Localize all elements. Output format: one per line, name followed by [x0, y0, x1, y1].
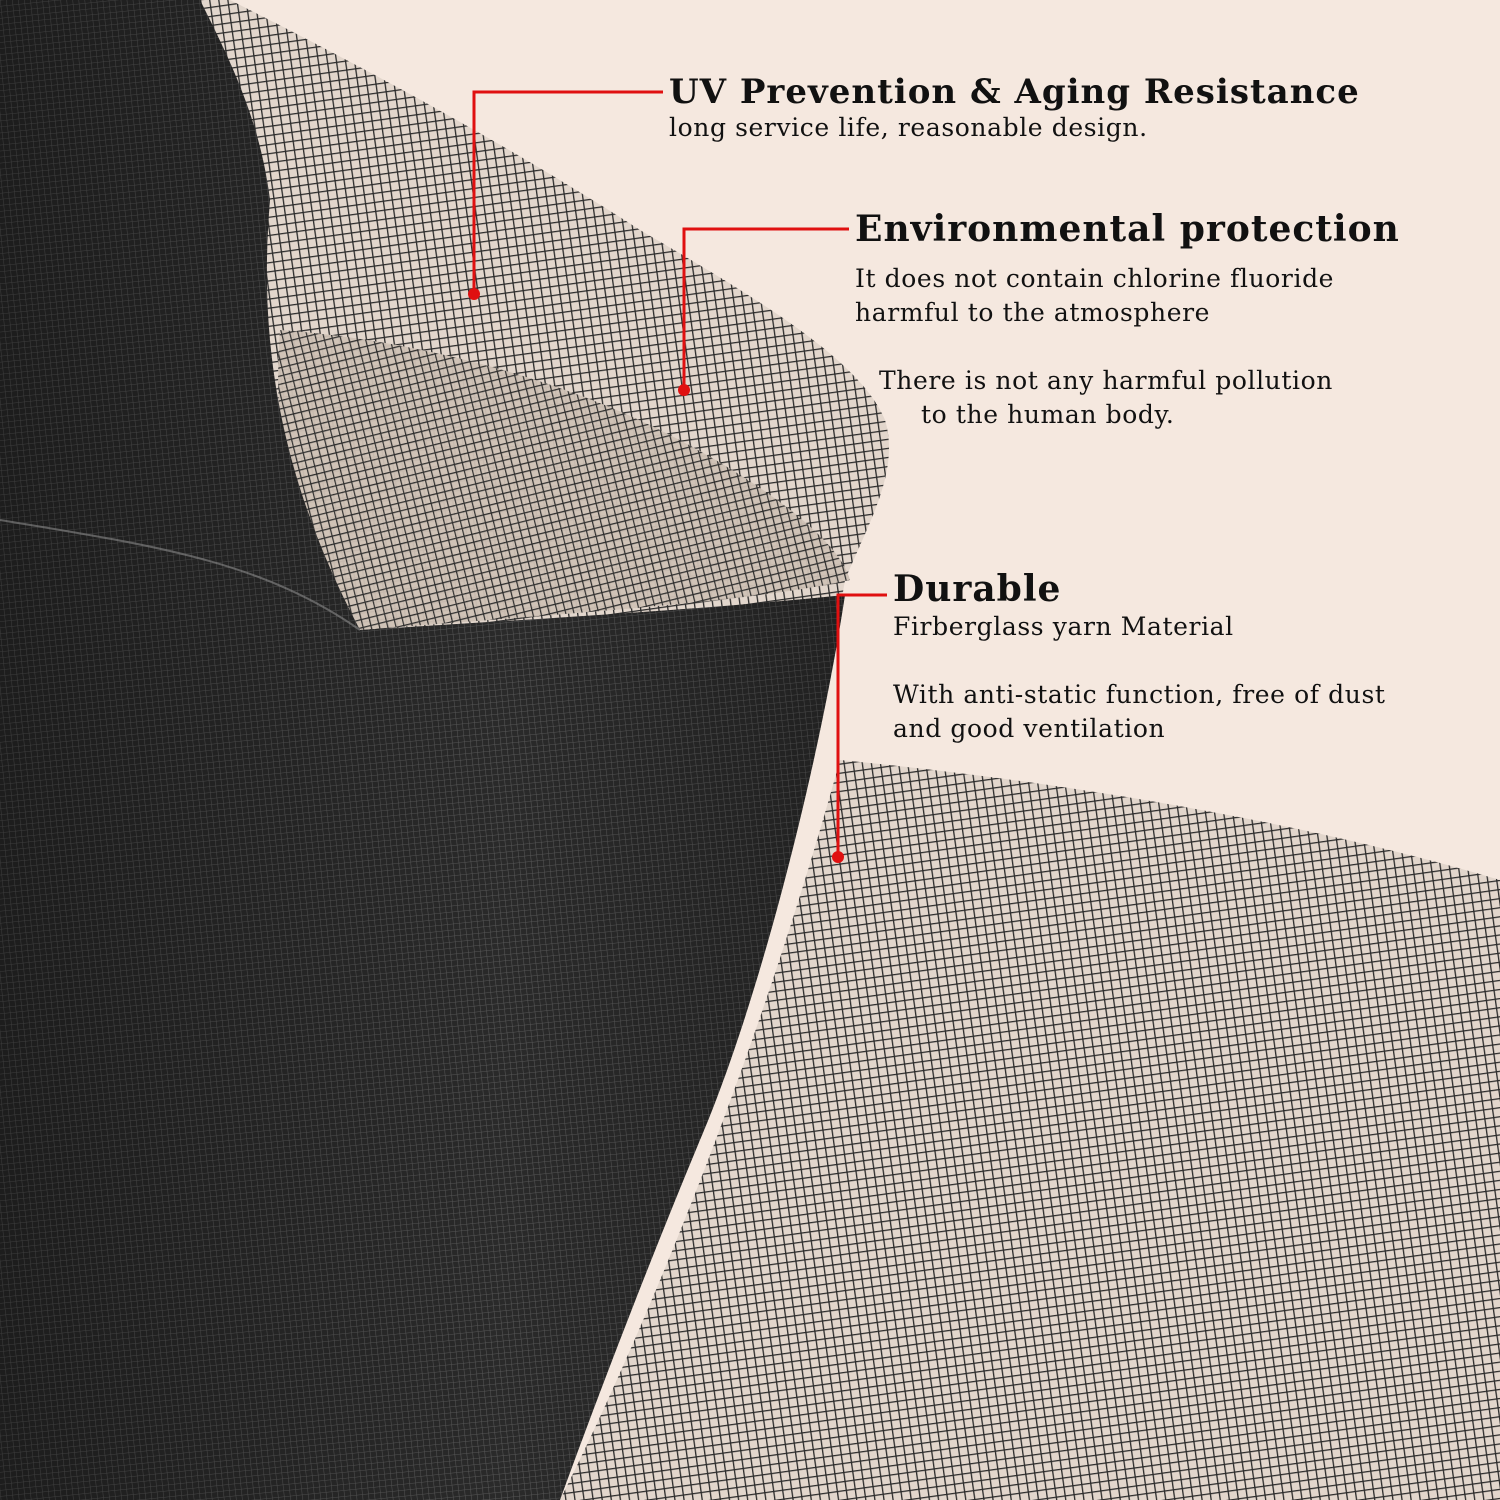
red-dot-marker-environmental: [678, 384, 690, 396]
feature-desc-uv: long service life, reasonable design.: [669, 113, 1148, 143]
feature-note-durable-2: and good ventilation: [893, 713, 1166, 743]
feature-title-uv: UV Prevention & Aging Resistance: [669, 72, 1360, 112]
feature-desc-environmental-1: It does not contain chlorine fluoride: [855, 263, 1335, 293]
feature-note-environmental-2: to the human body.: [921, 399, 1175, 429]
feature-title-environmental: Environmental protection: [855, 208, 1400, 250]
feature-environmental: [855, 210, 1400, 432]
feature-note-environmental-1: There is not any harmful pollution: [879, 365, 1333, 395]
feature-note-durable-1: With anti-static function, free of dust: [893, 679, 1386, 709]
red-dot-marker-durable: [832, 851, 844, 863]
red-dot-marker-uv: [468, 288, 480, 300]
feature-title-durable: Durable: [893, 568, 1062, 610]
feature-desc-durable: Firberglass yarn Material: [893, 611, 1234, 641]
feature-desc-environmental-2: harmful to the atmosphere: [855, 297, 1211, 327]
feature-durable: [893, 570, 1386, 746]
feature-uv: [669, 74, 1360, 145]
